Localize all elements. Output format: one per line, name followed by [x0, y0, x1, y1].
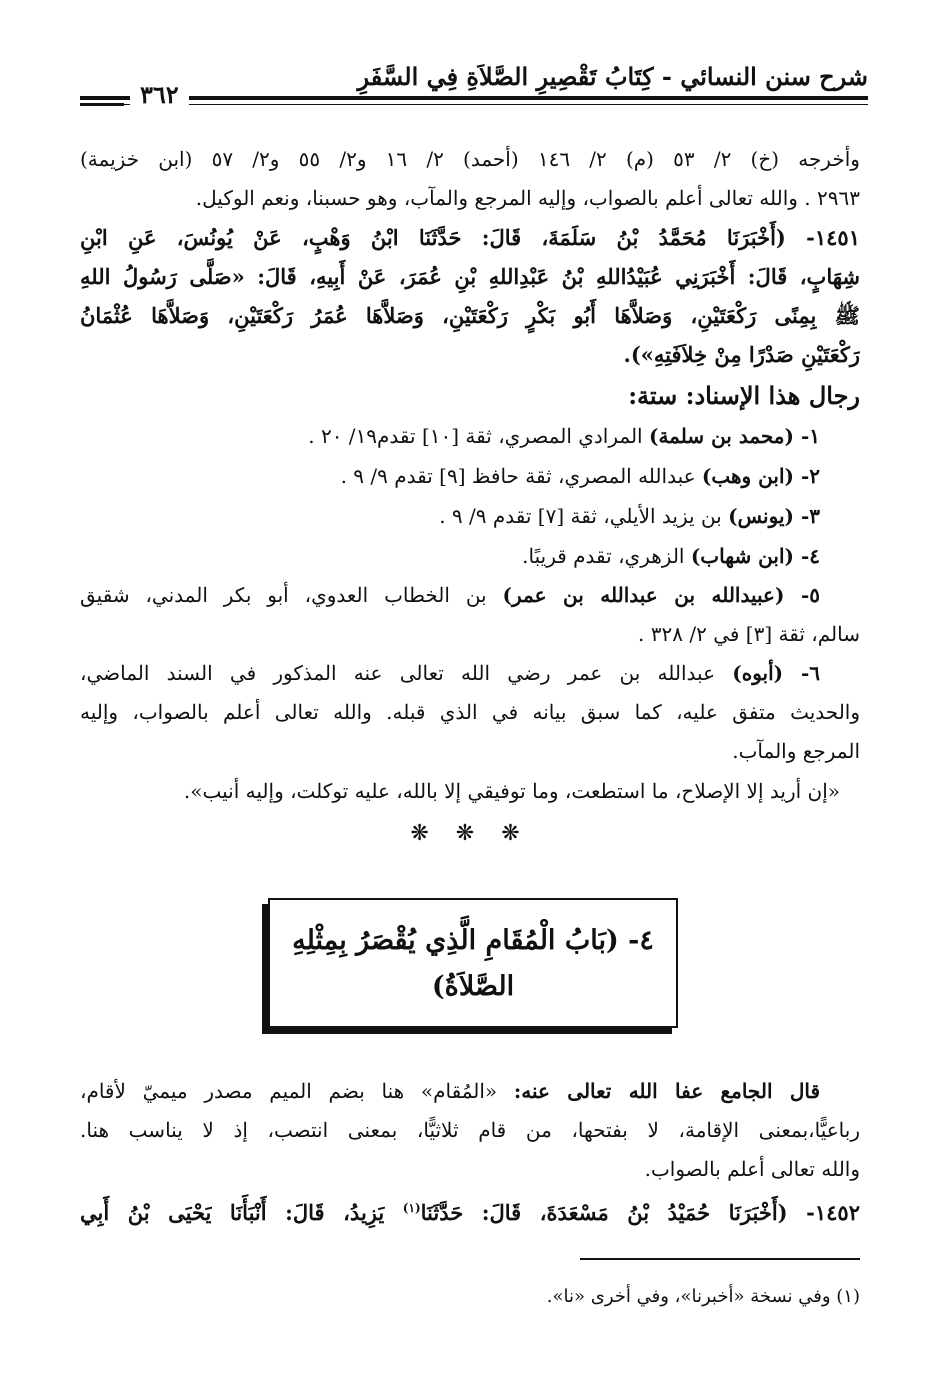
page-number: ٣٦٢ [130, 80, 189, 110]
narrator-name: ١- (محمد بن سلمة) [648, 424, 820, 448]
chapter-title-line: الصَّلاَةُ) [431, 971, 515, 1002]
narrator-item [80, 654, 860, 693]
hadith-line: شِهَابٍ، قَالَ: أَخْبَرَنِي عُبَيْدُاللهِ بْنُ عَبْدِاللهِ بْنِ عُمَرَ، عَنْ أَبِيهِ، قَالَ: «صَلَّى رَسُولُ اللهِ [80, 264, 860, 289]
main-text [80, 140, 860, 857]
text-line [80, 1072, 860, 1111]
footnote-ref: (١) [402, 1201, 421, 1215]
running-header: شرح سنن النسائي - كِتَابُ تَقْصِيرِ الصَّلاَةِ فِي السَّفَرِ [357, 62, 868, 91]
hadith-line [80, 1189, 860, 1232]
narrator-name: ٥- (عبيدالله بن عبدالله بن عمر) [502, 583, 820, 607]
narrator-item [80, 576, 860, 615]
chapter-title-line: ٤- (بَابُ الْمُقَامِ الَّذِي يُقْصَرُ بِمِثْلِهِ [292, 925, 654, 956]
chapter-title-box [268, 898, 678, 1028]
narrator-name: ٢- (ابن وهب) [701, 464, 820, 488]
text-line: والحديث متفق عليه، كما سبق بيانه في الذي قبله. والله تعالى أعلم بالصواب، وإليه [80, 700, 860, 724]
separator-stars: ❋ ❋ ❋ [410, 821, 530, 846]
footnote: (١) وفي نسخة «أخبرنا»، وفي أخرى «نا». [546, 1286, 860, 1307]
text-line: سالم، ثقة [٣] في ٢/ ٣٢٨ . [638, 622, 860, 646]
commentary-lead: قال الجامع عفا الله تعالى عنه: [513, 1079, 821, 1103]
hadith-span: ١٤٥٢- (أَخْبَرَنَا حُمَيْدُ بْنُ مَسْعَدَةَ، قَالَ: حَدَّثَنَا [420, 1200, 860, 1225]
hadith-line: ١٤٥١- (أَخْبَرَنَا مُحَمَّدُ بْنُ سَلَمَةَ، قَالَ: حَدَّثَنَا ابْنُ وَهْبٍ، عَنْ يُونُسَ، عَنِ ابْنِ [80, 225, 860, 250]
narrator-desc: بن يزيد الأيلي، ثقة [٧] تقدم ٩/ ٩ . [439, 504, 729, 528]
narrator-item [80, 456, 860, 496]
footnote-rule [580, 1258, 860, 1260]
header-rule-thick [80, 96, 868, 100]
narrator-item [80, 496, 860, 536]
section-heading: رجال هذا الإسناد: ستة: [628, 381, 860, 410]
hadith-span: يَزِيدُ، قَالَ: أَنْبَأَنَا يَحْيَى بْنُ أَبِي [80, 1200, 403, 1225]
narrator-desc: بن الخطاب العدوي، أبو بكر المدني، شقيق [80, 583, 503, 607]
narrator-name: ٤- (ابن شهاب) [690, 544, 820, 568]
hadith-line: رَكْعَتَيْنِ صَدْرًا مِنْ خِلاَفَتِهِ»). [623, 342, 860, 367]
narrator-desc: الزهري، تقدم قريبًا. [522, 544, 691, 568]
narrator-name: ٣- (يونس) [728, 504, 820, 528]
narrator-desc: عبدالله المصري، ثقة حافظ [٩] تقدم ٩/ ٩ . [340, 464, 702, 488]
text-line: رباعيًّا،بمعنى الإقامة، لا بفتحها، من قام ثلاثيًّا، بمعنى انتصب، إذ لا يناسب هنا. [80, 1118, 860, 1142]
text-line: المرجع والمآب. [732, 739, 860, 763]
header-rule-thin [80, 104, 868, 105]
narrator-name: ٦- (أبوه) [732, 661, 820, 685]
narrator-item [80, 536, 860, 576]
closing-quote: «إن أريد إلا الإصلاح، ما استطعت، وما توفيقي إلا بالله، عليه توكلت، وإليه أنيب». [183, 779, 840, 803]
narrator-desc: المرادي المصري، ثقة [١٠] تقدم١٩/ ٢٠ . [308, 424, 649, 448]
page-number-bars [80, 96, 124, 110]
text-line: ٢٩٦٣ . والله تعالى أعلم بالصواب، وإليه المرجع والمآب، وهو حسبنا، ونعم الوكيل. [195, 186, 860, 210]
commentary-text-span: «المُقام» هنا بضم الميم مصدر ميميّ لأقام، [80, 1079, 514, 1103]
narrator-item [80, 416, 860, 456]
hadith-line: ﷺ بِمِنًى رَكْعَتَيْنِ، وَصَلاَّهَا أَبُو بَكْرٍ رَكْعَتَيْنِ، وَصَلاَّهَا عُمَرُ رَكْعَتَيْنِ، وَصَلاَّهَا عُثْمَانُ [80, 303, 860, 328]
narrator-desc: عبدالله بن عمر رضي الله تعالى عنه المذكور في السند الماضي، [80, 661, 733, 685]
text-line: وأخرجه (خ) ٢/ ٥٣ (م) ٢/ ١٤٦ (أحمد) ٢/ ١٦ و٢/ ٥٥ و٢/ ٥٧ (ابن خزيمة) [80, 147, 860, 171]
commentary-text [80, 1072, 860, 1232]
text-line: والله تعالى أعلم بالصواب. [644, 1157, 860, 1181]
